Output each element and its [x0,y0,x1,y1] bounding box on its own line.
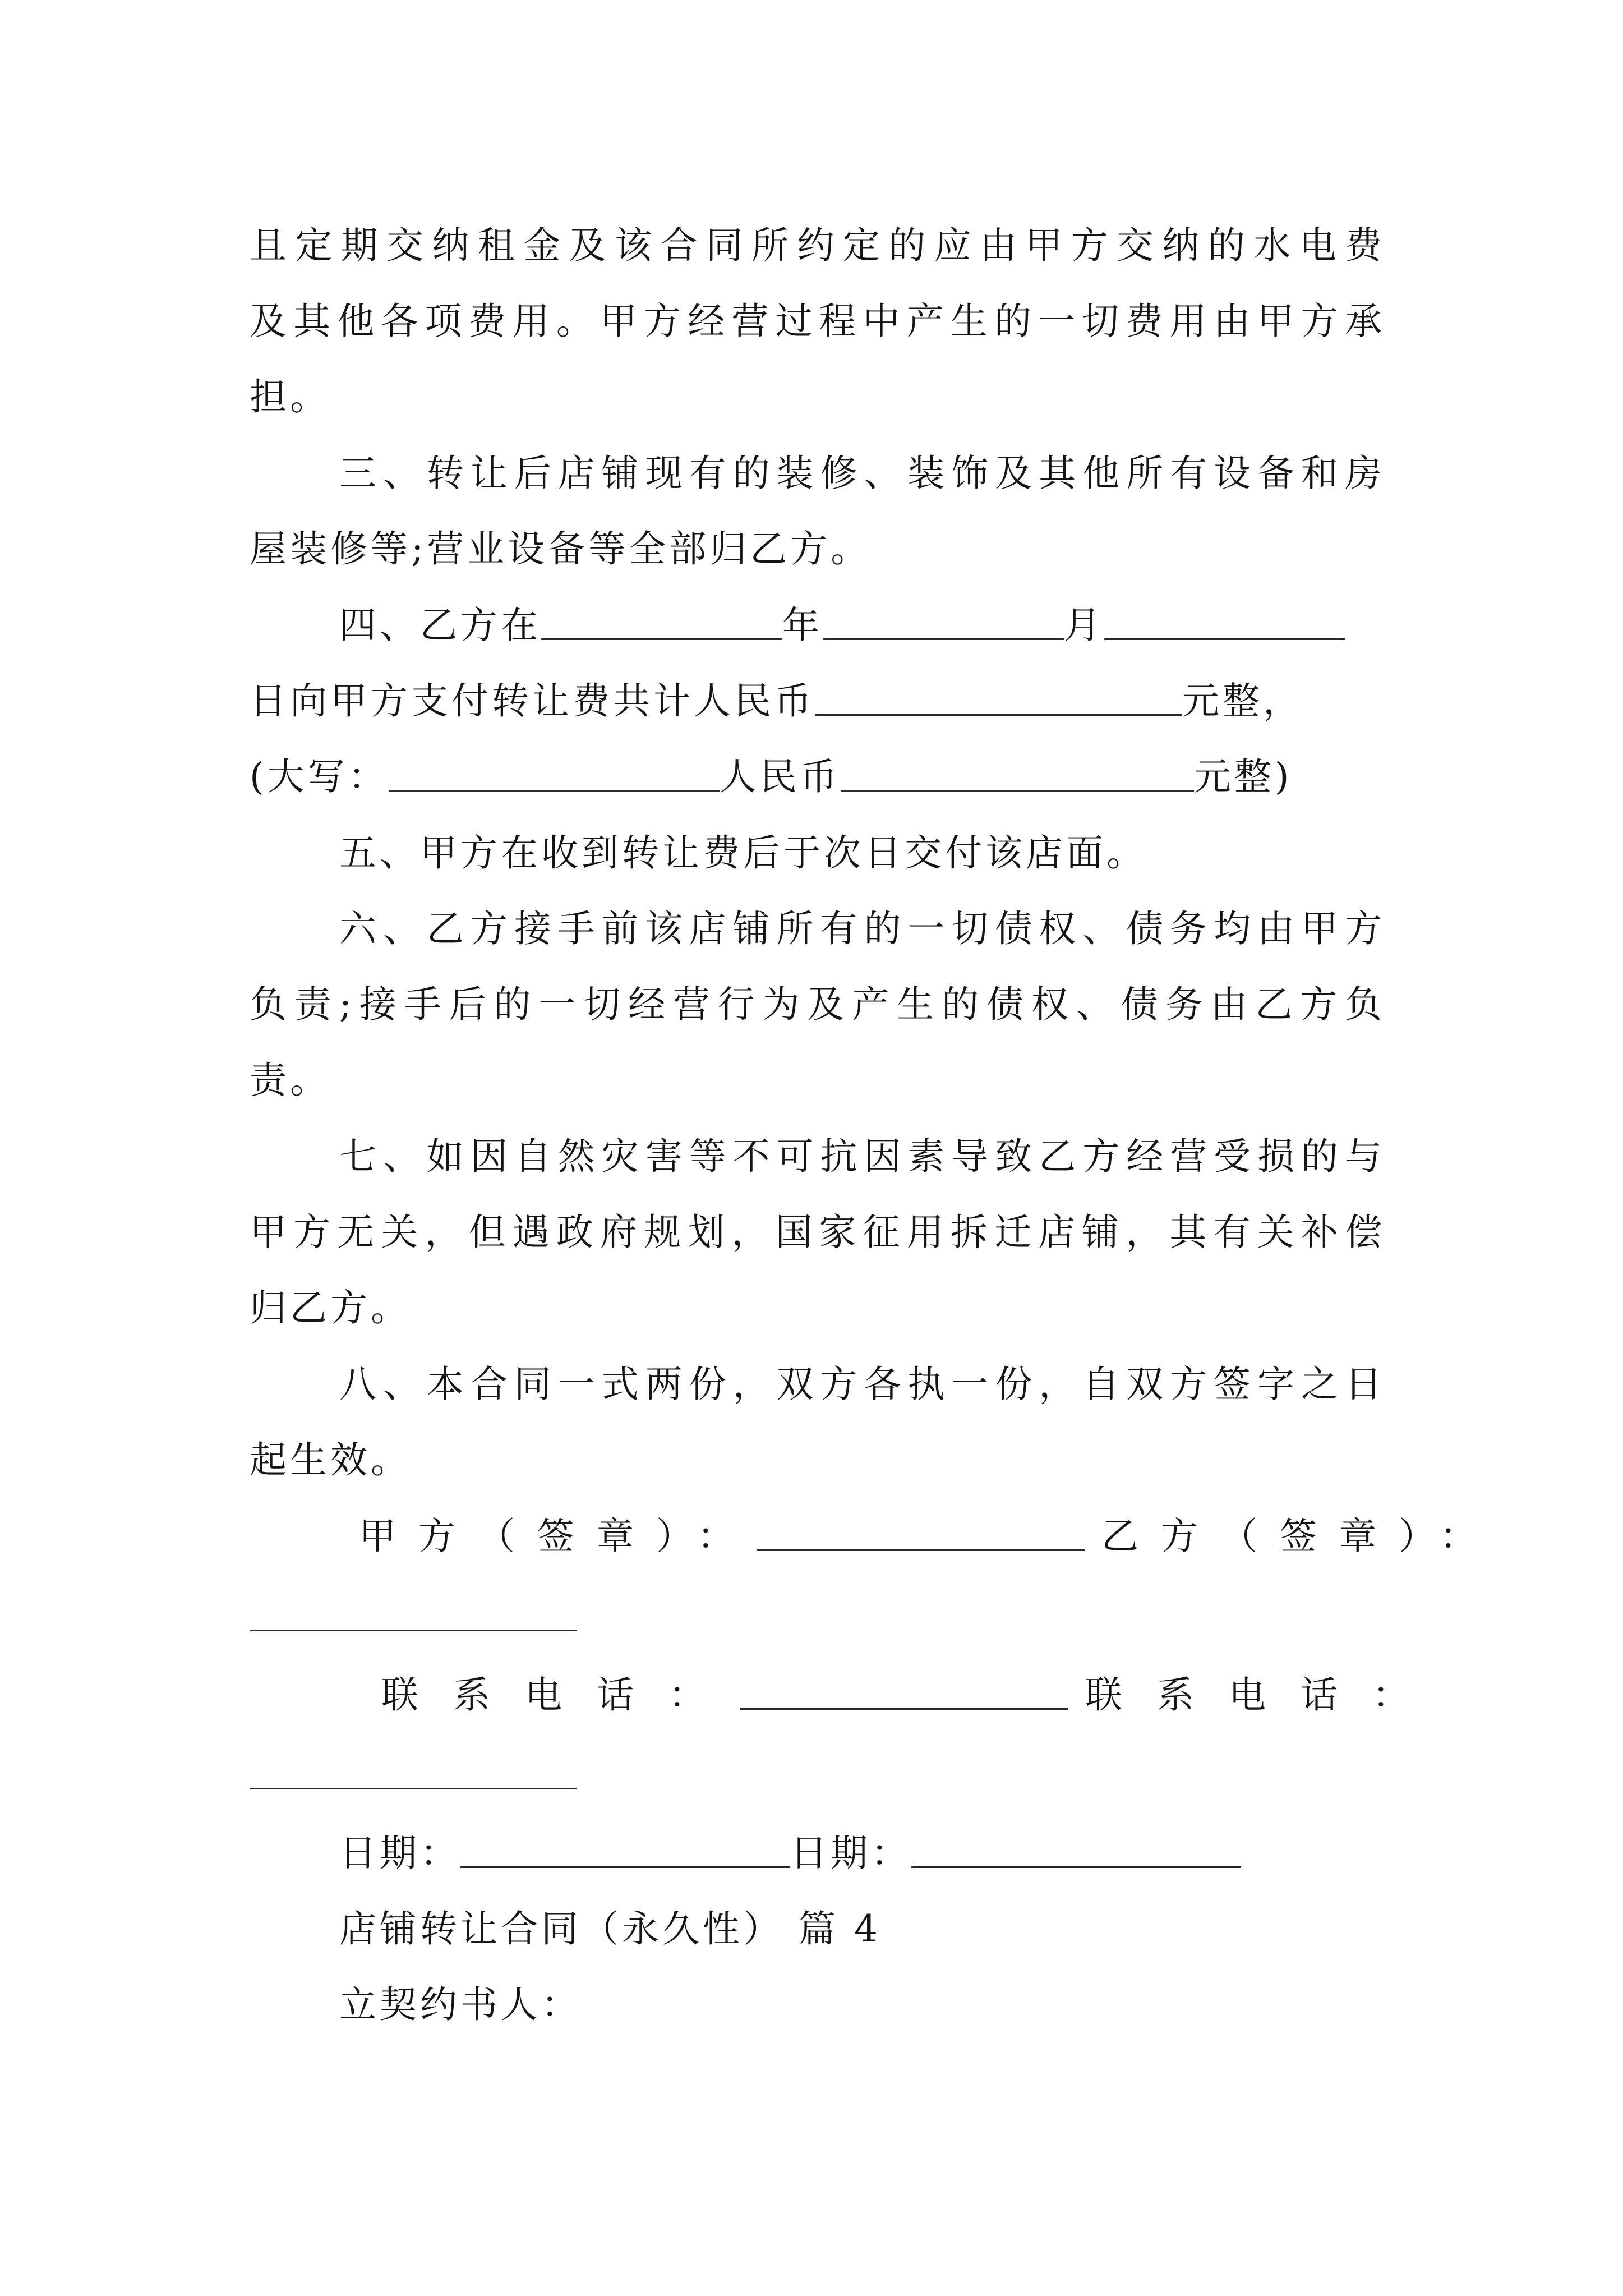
party-b-date-label: 日期： [790,1832,911,1875]
party-b-signature-label: 乙方（签章）： [1101,1515,1499,1558]
rmb-blank [841,753,1194,792]
party-b-phone-label: 联系电话： [1085,1673,1444,1717]
clause-five-line: 五、甲方在收到转让费后于次日交付该店面。 [339,831,1147,875]
year-blank [541,601,782,640]
party-a-signature-blank [757,1512,1085,1551]
signature-line [359,1511,1499,1562]
month-blank [823,601,1064,640]
paragraph-line: 担。 [250,375,330,418]
clause-four-line [339,600,1345,651]
day-blank [1104,601,1345,640]
clause-six-line: 六、乙方接手前该店铺所有的一切债权、债务均由甲方 [339,907,1385,950]
section-title: 店铺转让合同（永久性） 篇 4 [339,1907,881,1950]
party-a-date-label: 日期： [339,1832,460,1875]
amount-words-blank [389,753,720,792]
clause-seven-line: 七、如因自然灾害等不可抗因素导致乙方经营受损的与 [339,1135,1385,1178]
party-a-signature-label: 甲方（签章）： [359,1515,757,1558]
date-line [339,1828,1241,1879]
payment-text: 日向甲方支付转让费共计人民币 [250,679,815,723]
party-b-phone-blank [250,1788,577,1789]
payment-line [250,676,1303,726]
party-b-date-blank [911,1829,1241,1868]
party-a-date-blank [460,1829,790,1868]
amount-words-line [250,752,1293,802]
clause-three-line: 屋装修等;营业设备等全部归乙方。 [250,527,872,570]
clause-six-line: 责。 [250,1059,330,1102]
rmb-unit: 元整) [1193,755,1293,798]
paragraph-line: 且定期交纳租金及该合同所约定的应由甲方交纳的水电费 [250,224,1385,267]
amount-unit: 元整， [1182,679,1303,723]
rmb-label: 人民币 [719,755,841,798]
amount-words-label: (大写： [250,755,389,798]
clause-six-line: 负责;接手后的一切经营行为及产生的债权、债务由乙方负 [250,983,1385,1026]
clause-seven-line: 甲方无关，但遇政府规划，国家征用拆迁店铺，其有关补偿 [250,1211,1385,1254]
clause-eight-line: 起生效。 [250,1438,411,1481]
party-a-phone-blank [740,1671,1068,1710]
year-label: 年 [782,604,823,647]
clause-seven-line: 归乙方。 [250,1286,411,1329]
month-label: 月 [1064,604,1104,647]
amount-blank [815,677,1182,716]
clause-four-text: 四、乙方在 [339,604,541,647]
clause-eight-line: 八、本合同一式两份，双方各执一份，自双方签字之日 [339,1363,1385,1406]
party-a-phone-label: 联系电话： [381,1673,740,1717]
clause-three-line: 三、转让后店铺现有的装修、装饰及其他所有设备和房 [339,452,1385,495]
phone-line [381,1670,1444,1720]
contract-party-heading: 立契约书人： [339,1983,582,2026]
party-b-signature-blank [250,1630,577,1631]
paragraph-line: 及其他各项费用。甲方经营过程中产生的一切费用由甲方承 [250,300,1385,343]
